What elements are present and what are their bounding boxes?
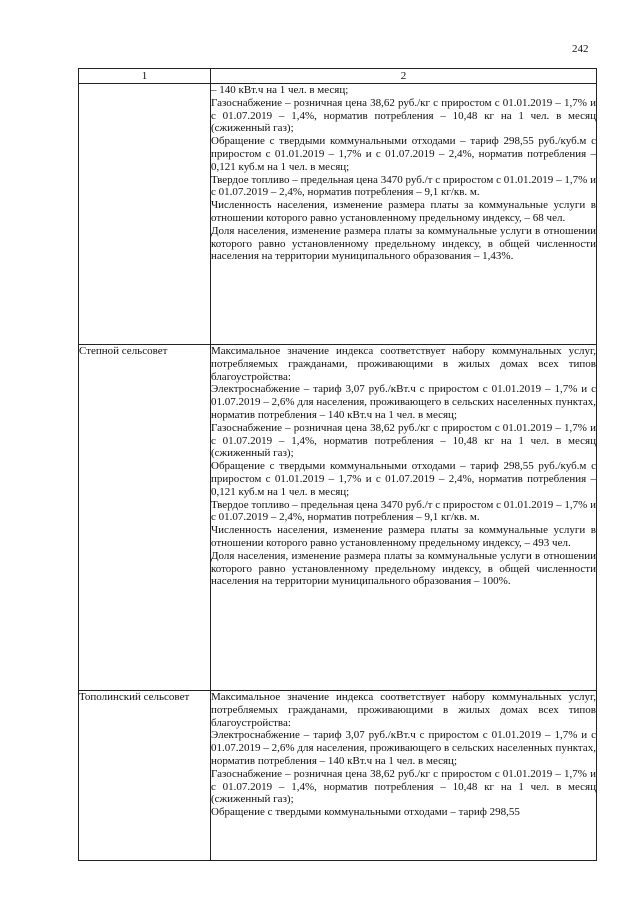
- paragraph: Газоснабжение – розничная цена 38,62 руб./кг с приростом с 01.01.2019 – 1,7% и с 01.07.2019 – 1,4%, норматив потребления – 10,48 кг на 1 чел. в месяц (сжиженный газ);: [211, 767, 596, 806]
- table-row: [79, 691, 597, 861]
- page-number: 242: [572, 43, 589, 55]
- paragraph: Твердое топливо – предельная цена 3470 руб./т с приростом с 01.01.2019 – 1,7% и с 01.07.2019 – 2,4%, норматив потребления – 9,1 кг/кв. м.: [211, 498, 596, 524]
- paragraph: Электроснабжение – тариф 3,07 руб./кВт.ч с приростом с 01.01.2019 – 1,7% и с 01.07.2019 – 2,6% для населения, проживающего в сельских населенных пунктах, норматив потребления – 140 кВт.ч на 1 чел. в месяц;: [211, 383, 596, 421]
- paragraph: Газоснабжение – розничная цена 38,62 руб./кг с приростом с 01.01.2019 – 1,7% и с 01.07.2019 – 1,4%, норматив потребления – 10,48 кг на 1 чел. в месяц (сжиженный газ);: [211, 421, 596, 460]
- paragraph: Максимальное значение индекса соответствует набору коммунальных услуг, потребляемых гражданами, проживающими в жилых домах всех типов благоустройства:: [211, 345, 596, 383]
- paragraph: Численность населения, изменение размера платы за коммунальные услуги в отношении которого равно установленному предельному индексу, – 493 чел.: [211, 524, 596, 549]
- paragraph: Обращение с твердыми коммунальными отходами – тариф 298,55 руб./куб.м с приростом с 01.01.2019 – 1,7% и с 01.07.2019 – 2,4%, норматив потребления – 0,121 куб.м на 1 чел. в месяц;: [211, 135, 596, 173]
- table-header-row: [79, 69, 597, 84]
- table-row: [79, 345, 597, 691]
- municipality-label: Степной сельсовет: [79, 345, 211, 691]
- paragraph: Электроснабжение – тариф 3,07 руб./кВт.ч с приростом с 01.01.2019 – 1,7% и с 01.07.2019 – 2,6% для населения, проживающего в сельских населенных пунктах, норматив потребления – 140 кВт.ч на 1 чел. в месяц;: [211, 729, 596, 767]
- paragraph: Твердое топливо – предельная цена 3470 руб./т с приростом с 01.01.2019 – 1,7% и с 01.07.2019 – 2,4%, норматив потребления – 9,1 кг/кв. м.: [211, 173, 596, 199]
- paragraph: – 140 кВт.ч на 1 чел. в месяц;: [211, 84, 349, 96]
- column-header-2: 2: [211, 69, 597, 84]
- paragraph: Доля населения, изменение размера платы за коммунальные услуги в отношении которого равно установленному предельному индексу, в общей численности населения на территории муниципального образования – 1,43%.: [211, 224, 596, 263]
- column-header-1: 1: [79, 69, 211, 84]
- table-row: [79, 84, 597, 345]
- paragraph: Максимальное значение индекса соответствует набору коммунальных услуг, потребляемых гражданами, проживающими в жилых домах всех типов благоустройства:: [211, 691, 596, 729]
- paragraph: Численность населения, изменение размера платы за коммунальные услуги в отношении которого равно установленному предельному индексу, – 68 чел.: [211, 199, 596, 224]
- tariff-table: [78, 68, 597, 861]
- tariff-description: [211, 345, 597, 691]
- tariff-description: [211, 691, 597, 861]
- paragraph: Обращение с твердыми коммунальными отходами – тариф 298,55 руб./куб.м с приростом с 01.01.2019 – 1,7% и с 01.07.2019 – 2,4%, норматив потребления – 0,121 куб.м на 1 чел. в месяц;: [211, 460, 596, 498]
- municipality-label: [79, 84, 211, 345]
- paragraph: Газоснабжение – розничная цена 38,62 руб./кг с приростом с 01.01.2019 – 1,7% и с 01.07.2019 – 1,4%, норматив потребления – 10,48 кг на 1 чел. в месяц (сжиженный газ);: [211, 96, 596, 135]
- municipality-label: Тополинский сельсовет: [79, 691, 211, 861]
- paragraph: Доля населения, изменение размера платы за коммунальные услуги в отношении которого равно установленному предельному индексу, в общей численности населения на территории муниципального образования – 100%.: [211, 549, 596, 588]
- tariff-description: [211, 84, 597, 345]
- paragraph: Обращение с твердыми коммунальными отходами – тариф 298,55: [211, 806, 520, 819]
